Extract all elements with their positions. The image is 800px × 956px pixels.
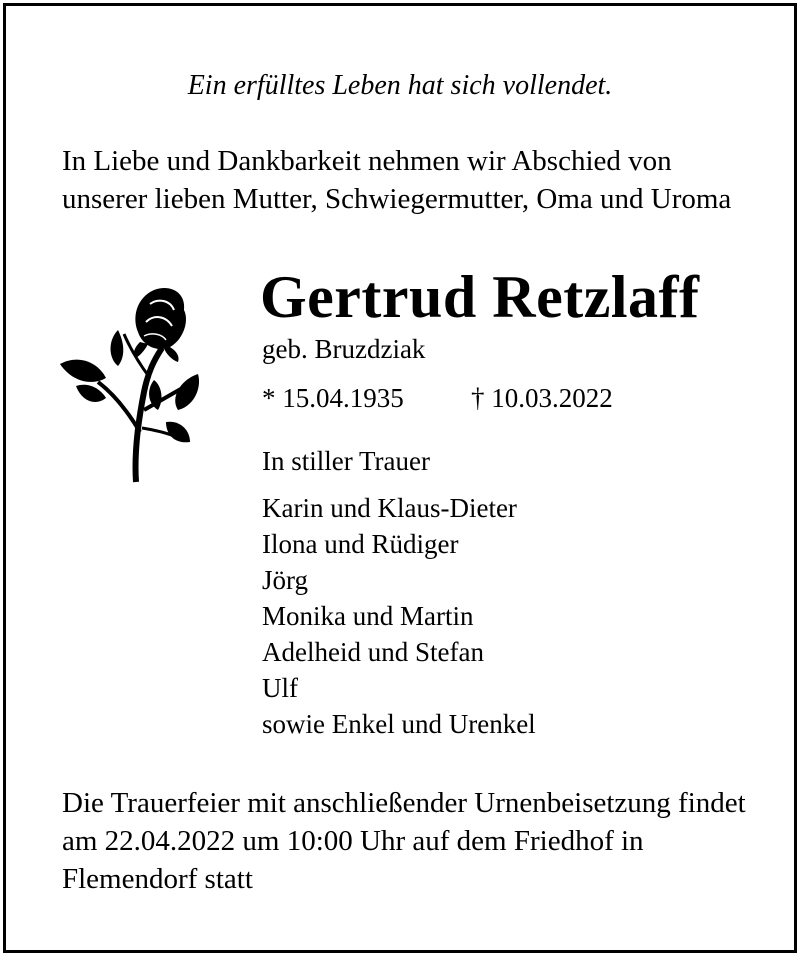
mourner: sowie Enkel und Urenkel xyxy=(262,709,536,739)
mourner: Adelheid und Stefan xyxy=(262,637,484,667)
death-date: † 10.03.2022 xyxy=(471,383,613,413)
mourner: Jörg xyxy=(262,565,309,595)
mourner: Monika und Martin xyxy=(262,601,474,631)
intro-text: In Liebe und Dankbarkeit nehmen wir Abschied von unserer lieben Mutter, Schwiegermutter, Oma und Uroma xyxy=(62,145,732,215)
deceased-name: Gertrud Retzlaff xyxy=(260,264,700,330)
motto: Ein erfülltes Leben hat sich vollendet. xyxy=(187,70,613,101)
birth-date: * 15.04.1935 xyxy=(262,383,404,413)
mourners-list xyxy=(262,490,536,742)
mourner: Karin und Klaus-Dieter xyxy=(262,493,517,523)
rose-icon xyxy=(58,282,208,488)
funeral-service-info: Die Trauerfeier mit anschließender Urnenbeisetzung findet am 22.04.2022 um 10:00 Uhr auf dem Friedhof in Flemendorf statt xyxy=(62,787,746,895)
mourner: Ilona und Rüdiger xyxy=(262,529,459,559)
mourner: Ulf xyxy=(262,673,298,703)
mourning-line: In stiller Trauer xyxy=(262,446,430,476)
birth-name: geb. Bruzdziak xyxy=(262,334,426,364)
